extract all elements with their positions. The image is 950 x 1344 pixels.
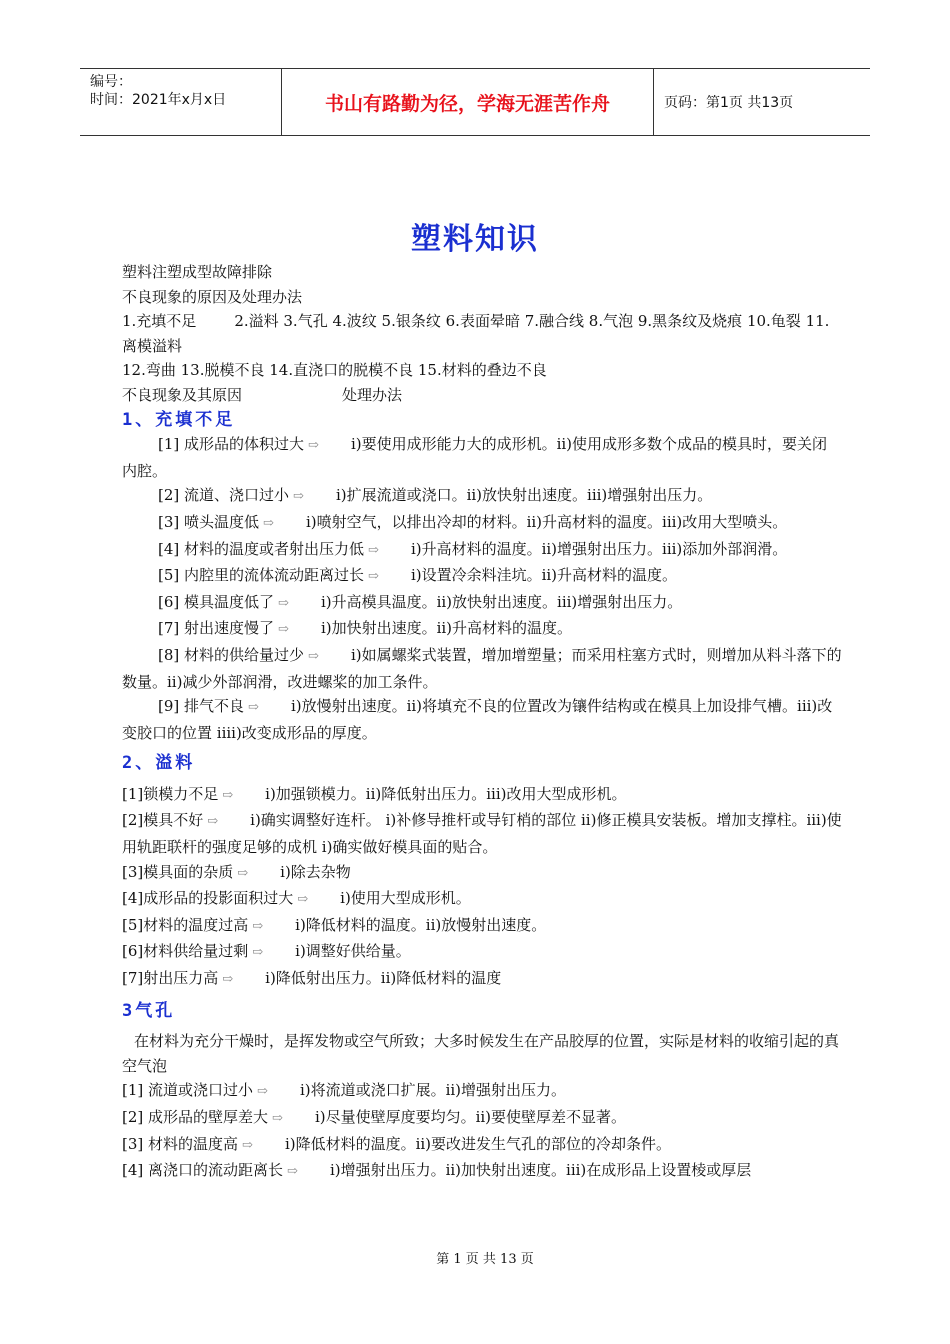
cause-text: [7] 射出速度慢了 <box>158 619 275 638</box>
fix-text: i)升高材料的温度。ii)增强射出压力。iii)添加外部润滑。 <box>410 539 788 558</box>
header-page-info: 页码：第1页 共13页 <box>664 95 794 111</box>
document-title: 塑料知识 <box>411 222 539 257</box>
fix-text: i)将流道或浇口扩展。ii)增强射出压力。 <box>299 1081 567 1100</box>
cause-text: [4]成形品的投影面积过大 <box>122 889 294 908</box>
cause-text: [9] 排气不良 <box>158 697 245 716</box>
fix-text: i)增强射出压力。ii)加快射出速度。iii)在成形品上设置棱或厚层 <box>329 1161 752 1180</box>
cause-text: [2] 流道、浇口过小 <box>158 486 290 505</box>
cause-text: [5]材料的温度过高 <box>122 915 249 934</box>
item-row <box>122 510 842 537</box>
item-row <box>122 643 842 694</box>
arrow-right-icon: ⇨ <box>278 622 289 638</box>
cause-text: [5] 内腔里的流体流动距离过长 <box>158 566 365 585</box>
arrow-right-icon: ⇨ <box>368 542 379 558</box>
arrow-right-icon: ⇨ <box>248 700 259 716</box>
item-row <box>122 939 842 966</box>
section-items <box>122 432 842 745</box>
cause-text: [4] 材料的温度或者射出压力低 <box>158 539 365 558</box>
fix-text: i)除去杂物 <box>280 862 351 881</box>
fix-text: i)降低材料的温度。ii)放慢射出速度。 <box>295 915 547 934</box>
item-row <box>122 590 842 617</box>
item-row <box>122 1158 842 1185</box>
arrow-right-icon: ⇨ <box>222 972 234 988</box>
cause-text: [4] 离浇口的流动距离长 <box>122 1161 284 1180</box>
intro-line: 塑料注塑成型故障排除 <box>122 263 273 281</box>
column-heading <box>122 383 842 408</box>
item-row <box>122 537 842 564</box>
arrow-right-icon: ⇨ <box>308 438 319 454</box>
defect-list: 12.弯曲 13.脱模不良 14.直浇口的脱模不良 15.材料的叠边不良 <box>122 361 547 380</box>
intro-line: 不良现象的原因及处理办法 <box>122 287 303 306</box>
item-row <box>122 616 842 643</box>
item-row <box>122 483 842 510</box>
fix-text: i)使用大型成形机。 <box>340 889 471 908</box>
defect-list <box>122 309 842 358</box>
arrow-right-icon: ⇨ <box>297 892 309 908</box>
item-row <box>122 1078 842 1105</box>
arrow-right-icon: ⇨ <box>242 1137 253 1153</box>
arrow-right-icon: ⇨ <box>207 814 219 830</box>
arrow-right-icon: ⇨ <box>263 515 274 531</box>
fix-text: i)升高模具温度。ii)放快射出速度。iii)增强射出压力。 <box>320 592 683 611</box>
document-body <box>122 260 842 1185</box>
header-motto: 书山有路勤为径，学海无涯苦作舟 <box>282 69 654 135</box>
fix-text: i)设置冷余料洼坑。ii)升高材料的温度。 <box>410 566 678 585</box>
item-row <box>122 782 842 809</box>
section-items <box>122 1078 842 1184</box>
cause-text: [3] 材料的温度高 <box>122 1134 239 1153</box>
item-row <box>122 1132 842 1159</box>
item-row <box>122 966 842 993</box>
fix-text: i)放慢射出速度。ii)将填充不良的位置改为镶件结构或在模具上加设排气槽。iii)改变胶口的位置 iiii)改变成形品的厚度。 <box>122 697 833 742</box>
item-row <box>122 913 842 940</box>
fix-text: i)尽量使壁厚度要均匀。ii)要使壁厚差不显著。 <box>314 1108 627 1126</box>
item-row <box>122 886 842 913</box>
section-items <box>122 782 842 993</box>
cause-text: [1] 成形品的体积过大 <box>158 435 305 454</box>
item-row <box>122 563 842 590</box>
cause-text: [3]模具面的杂质 <box>122 862 234 881</box>
arrow-right-icon: ⇨ <box>222 787 234 803</box>
arrow-right-icon: ⇨ <box>287 1164 298 1180</box>
arrow-right-icon: ⇨ <box>252 918 264 934</box>
fix-text: i)调整好供给量。 <box>295 942 411 961</box>
item-row <box>122 1105 842 1132</box>
item-row <box>122 808 842 859</box>
document-number-label: 编号： <box>90 74 132 90</box>
cause-text: [1] 流道或浇口过小 <box>122 1081 254 1100</box>
cause-text: [6] 模具温度低了 <box>158 592 275 611</box>
arrow-right-icon: ⇨ <box>252 945 264 961</box>
cause-text: [7]射出压力高 <box>122 969 219 988</box>
section-heading: 1、充填不足 <box>122 409 236 430</box>
item-row <box>122 860 842 887</box>
cause-text: [6]材料供给量过剩 <box>122 942 249 961</box>
section-intro: 在材料为充分干燥时，是挥发物或空气所致；大多时候发生在产品胶厚的位置，实际是材料的收缩引起的真空气泡 <box>122 1032 840 1075</box>
item-row <box>122 432 842 483</box>
fix-text: i)降低射出压力。ii)降低材料的温度 <box>265 969 502 988</box>
fix-column-label: 处理办法 <box>342 385 403 404</box>
fix-text: i)扩展流道或浇口。ii)放快射出速度。iii)增强射出压力。 <box>335 486 713 505</box>
defect-list-rest: 2.溢料 3.气孔 4.波纹 5.银条纹 6.表面晕暗 7.融合线 8.气泡 9.黑条纹及烧痕 10.龟裂 11.离模溢料 <box>122 312 830 355</box>
section-heading: 2、溢料 <box>122 753 196 774</box>
header-meta <box>80 69 282 135</box>
fix-text: i)喷射空气，以排出冷却的材料。ii)升高材料的温度。iii)改用大型喷头。 <box>305 512 788 531</box>
arrow-right-icon: ⇨ <box>257 1084 268 1100</box>
date-label: 时间：2021年x月x日 <box>90 92 227 108</box>
cause-text: [2] 成形品的壁厚差大 <box>122 1108 269 1126</box>
fix-text: i)加快射出速度。ii)升高材料的温度。 <box>320 619 573 638</box>
cause-text: [8] 材料的供给量过少 <box>158 645 305 664</box>
item-row <box>122 694 842 745</box>
fix-text: i)加强锁模力。ii)降低射出压力。iii)改用大型成形机。 <box>265 784 627 803</box>
fix-text: i)如属螺桨式装置，增加增塑量；而采用柱塞方式时，则增加从料斗落下的数量。ii)减少外部润滑，改进螺桨的加工条件。 <box>122 645 842 691</box>
arrow-right-icon: ⇨ <box>293 489 304 505</box>
page-header <box>80 68 870 136</box>
cause-text: [2]模具不好 <box>122 811 204 830</box>
arrow-right-icon: ⇨ <box>308 648 319 664</box>
fix-text: i)要使用成形能力大的成形机。ii)使用成形多数个成品的模具时，要关闭内腔。 <box>122 435 828 480</box>
cause-text: [1]锁模力不足 <box>122 784 219 803</box>
page-footer: 第 1 页 共 13 页 <box>436 1252 534 1267</box>
arrow-right-icon: ⇨ <box>278 595 289 611</box>
arrow-right-icon: ⇨ <box>368 569 379 585</box>
arrow-right-icon: ⇨ <box>237 865 249 881</box>
cause-column-label: 不良现象及其原因 <box>122 385 243 404</box>
defect-list-first: 1.充填不足 <box>122 312 197 331</box>
fix-text: i)降低材料的温度。ii)要改进发生气孔的部位的冷却条件。 <box>284 1134 672 1153</box>
section-heading: 3气孔 <box>122 1000 176 1021</box>
fix-text: i)确实调整好连杆。 i)补修导推杆或导钉梢的部位 ii)修正模具安装板。增加支撑柱。iii)使用轨距联杆的强度足够的成机 i)确实做好模具面的贴合。 <box>122 811 842 857</box>
arrow-right-icon: ⇨ <box>272 1111 283 1126</box>
cause-text: [3] 喷头温度低 <box>158 512 260 531</box>
